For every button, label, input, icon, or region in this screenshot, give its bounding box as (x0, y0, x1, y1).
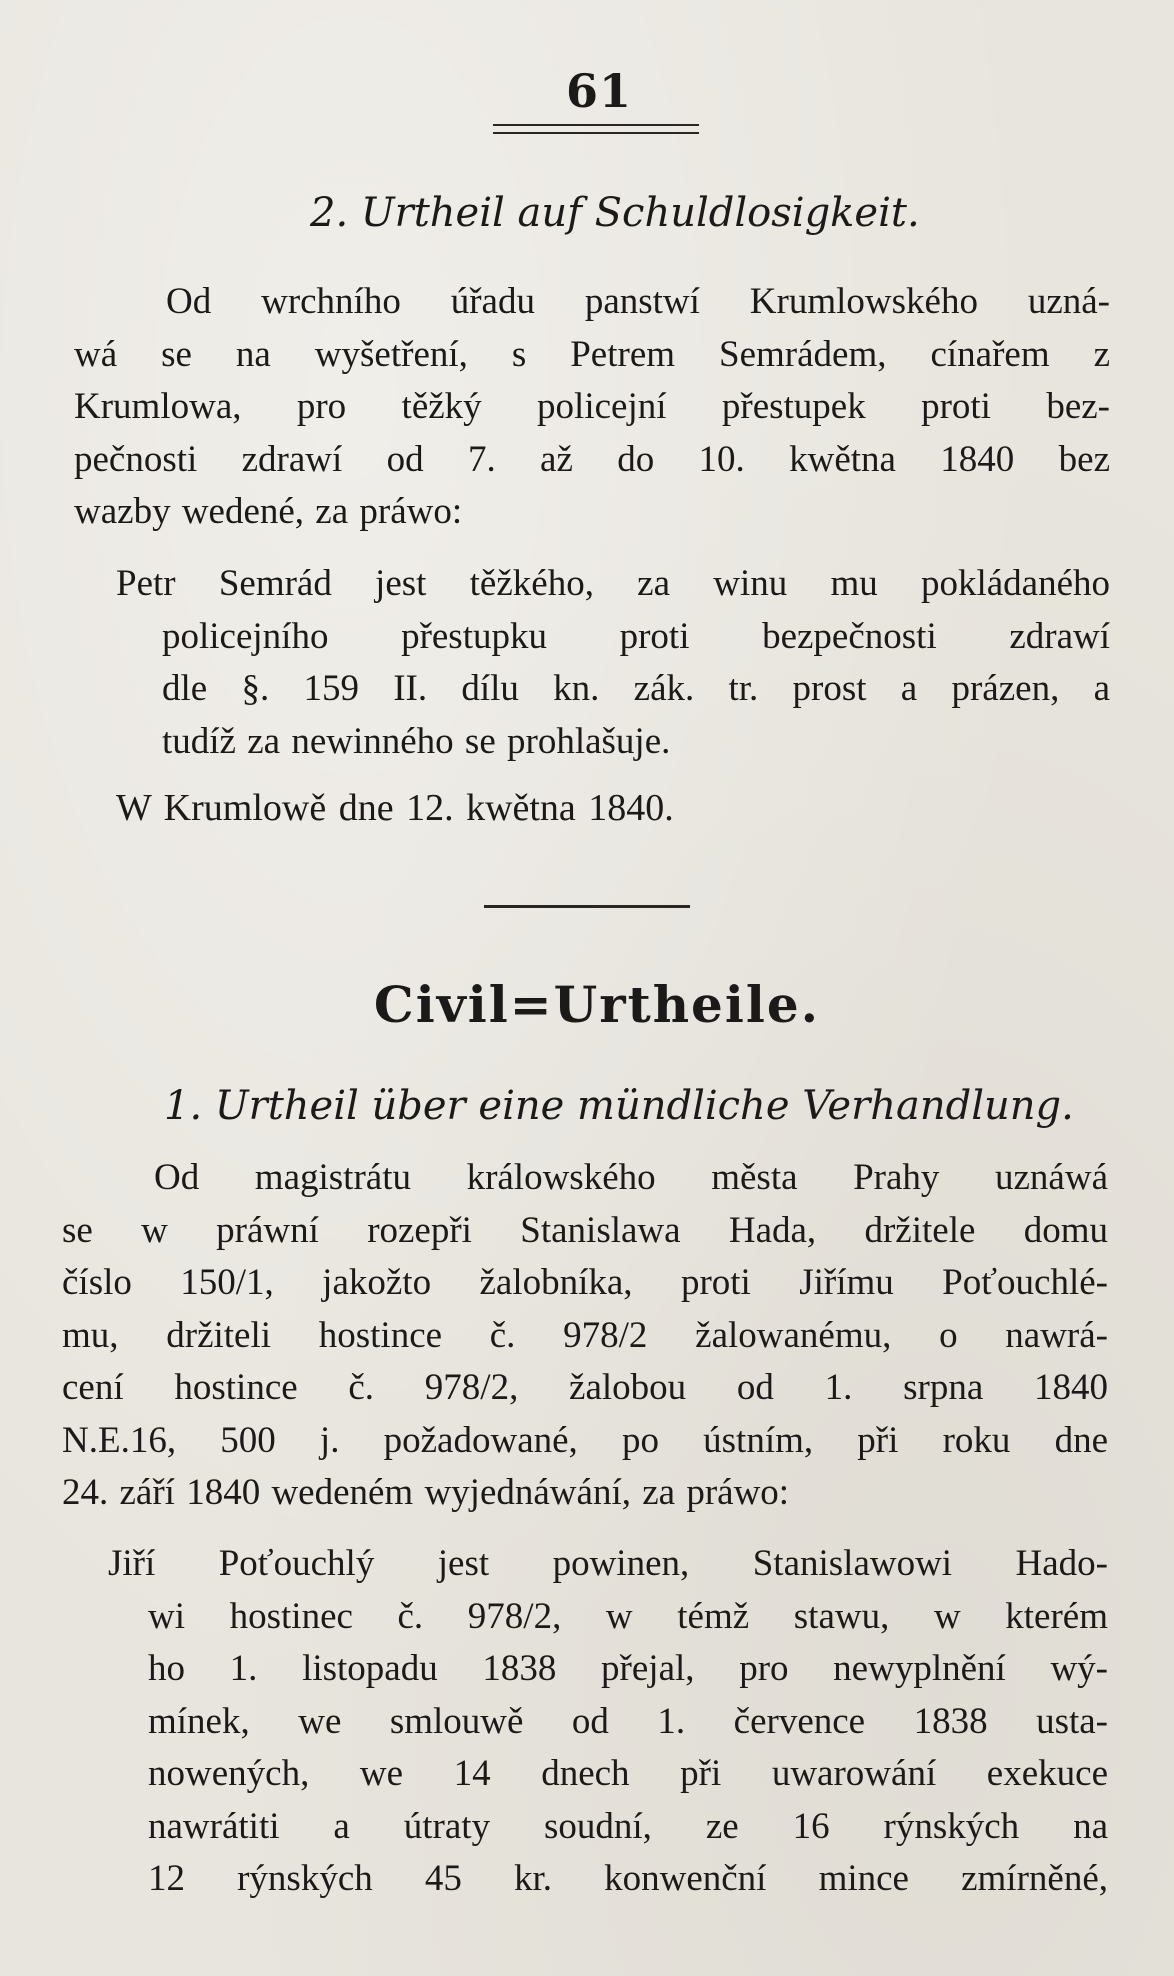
section2-paragraph-line: 24. září 1840 wedeném wyjednáwání, za práwo: (62, 1472, 790, 1513)
section1-verdict-line: dle §. 159 II. dílu kn. zák. tr. prost a prázen, a (162, 668, 1110, 709)
section2-paragraph-line: Od magistrátu králowského města Prahy uznáwá (154, 1157, 1108, 1198)
section1-date-line: W Krumlowě dne 12. kwětna 1840. (116, 787, 674, 829)
section2-verdict-line: wi hostinec č. 978/2, w témž stawu, w kterém (148, 1595, 1108, 1637)
section2-verdict (108, 1538, 1108, 1906)
section-divider-rule (484, 905, 690, 908)
section2-heading: 1. Urtheil über eine mündliche Verhandlung. (164, 1083, 1074, 1129)
section2-paragraph-line: mu, držiteli hostince č. 978/2 žalowanému, o nawrá- (62, 1314, 1108, 1356)
section1-verdict-line: policejního přestupku proti bezpečnosti zdrawí (162, 615, 1110, 657)
page-number: 61 (565, 64, 632, 118)
section2-paragraph-line: se w práwní rozepři Stanislawa Hada, držitele domu (62, 1209, 1108, 1251)
section2-verdict-line: mínek, we smlouwě od 1. července 1838 usta- (148, 1700, 1108, 1742)
section1-paragraph-line: pečnosti zdrawí od 7. až do 10. kwětna 1840 bez (74, 438, 1110, 480)
section2-paragraph-line: číslo 150/1, jakožto žalobníka, proti Jiřímu Poťouchlé- (62, 1262, 1108, 1303)
section1-paragraph-line: Krumlowa, pro těžký policejní přestupek proti bez- (74, 386, 1110, 427)
section1-paragraph (74, 276, 1110, 539)
section1-verdict-line: tudíž za newinného se prohlašuje. (162, 720, 671, 762)
section2-verdict-line: nawrátiti a útraty soudní, ze 16 rýnských na (148, 1805, 1108, 1847)
section1-verdict-line: Petr Semrád jest těžkého, za winu mu pokládaného (116, 563, 1110, 604)
section2-paragraph-line: N.E.16, 500 j. požadowané, po ústním, při roku dne (62, 1419, 1108, 1461)
section2-verdict-line: 12 rýnských 45 kr. konwenční mince zmírněné, (148, 1858, 1108, 1899)
section1-paragraph-line: wazby wedené, za práwo: (74, 491, 463, 532)
section1-heading: 2. Urtheil auf Schuldlosigkeit. (310, 190, 920, 236)
section2-title: Civil=Urtheile. (373, 975, 821, 1034)
section2-paragraph (62, 1152, 1108, 1520)
section1-paragraph-line: Od wrchního úřadu panstwí Krumlowského uzná- (166, 281, 1110, 322)
section2-verdict-line: nowených, we 14 dnech při uwarowání exekuce (148, 1753, 1108, 1794)
section2-verdict-line: ho 1. listopadu 1838 přejal, pro newyplnění wý- (148, 1648, 1108, 1689)
section1-verdict (116, 558, 1110, 768)
section1-paragraph-line: wá se na wyšetření, s Petrem Semrádem, cínařem z (74, 333, 1110, 375)
section2-paragraph-line: cení hostince č. 978/2, žalobou od 1. srpna 1840 (62, 1367, 1108, 1408)
section2-verdict-line: Jiří Poťouchlý jest powinen, Stanislawowi Hado- (108, 1543, 1108, 1584)
header-double-rule (493, 124, 699, 134)
